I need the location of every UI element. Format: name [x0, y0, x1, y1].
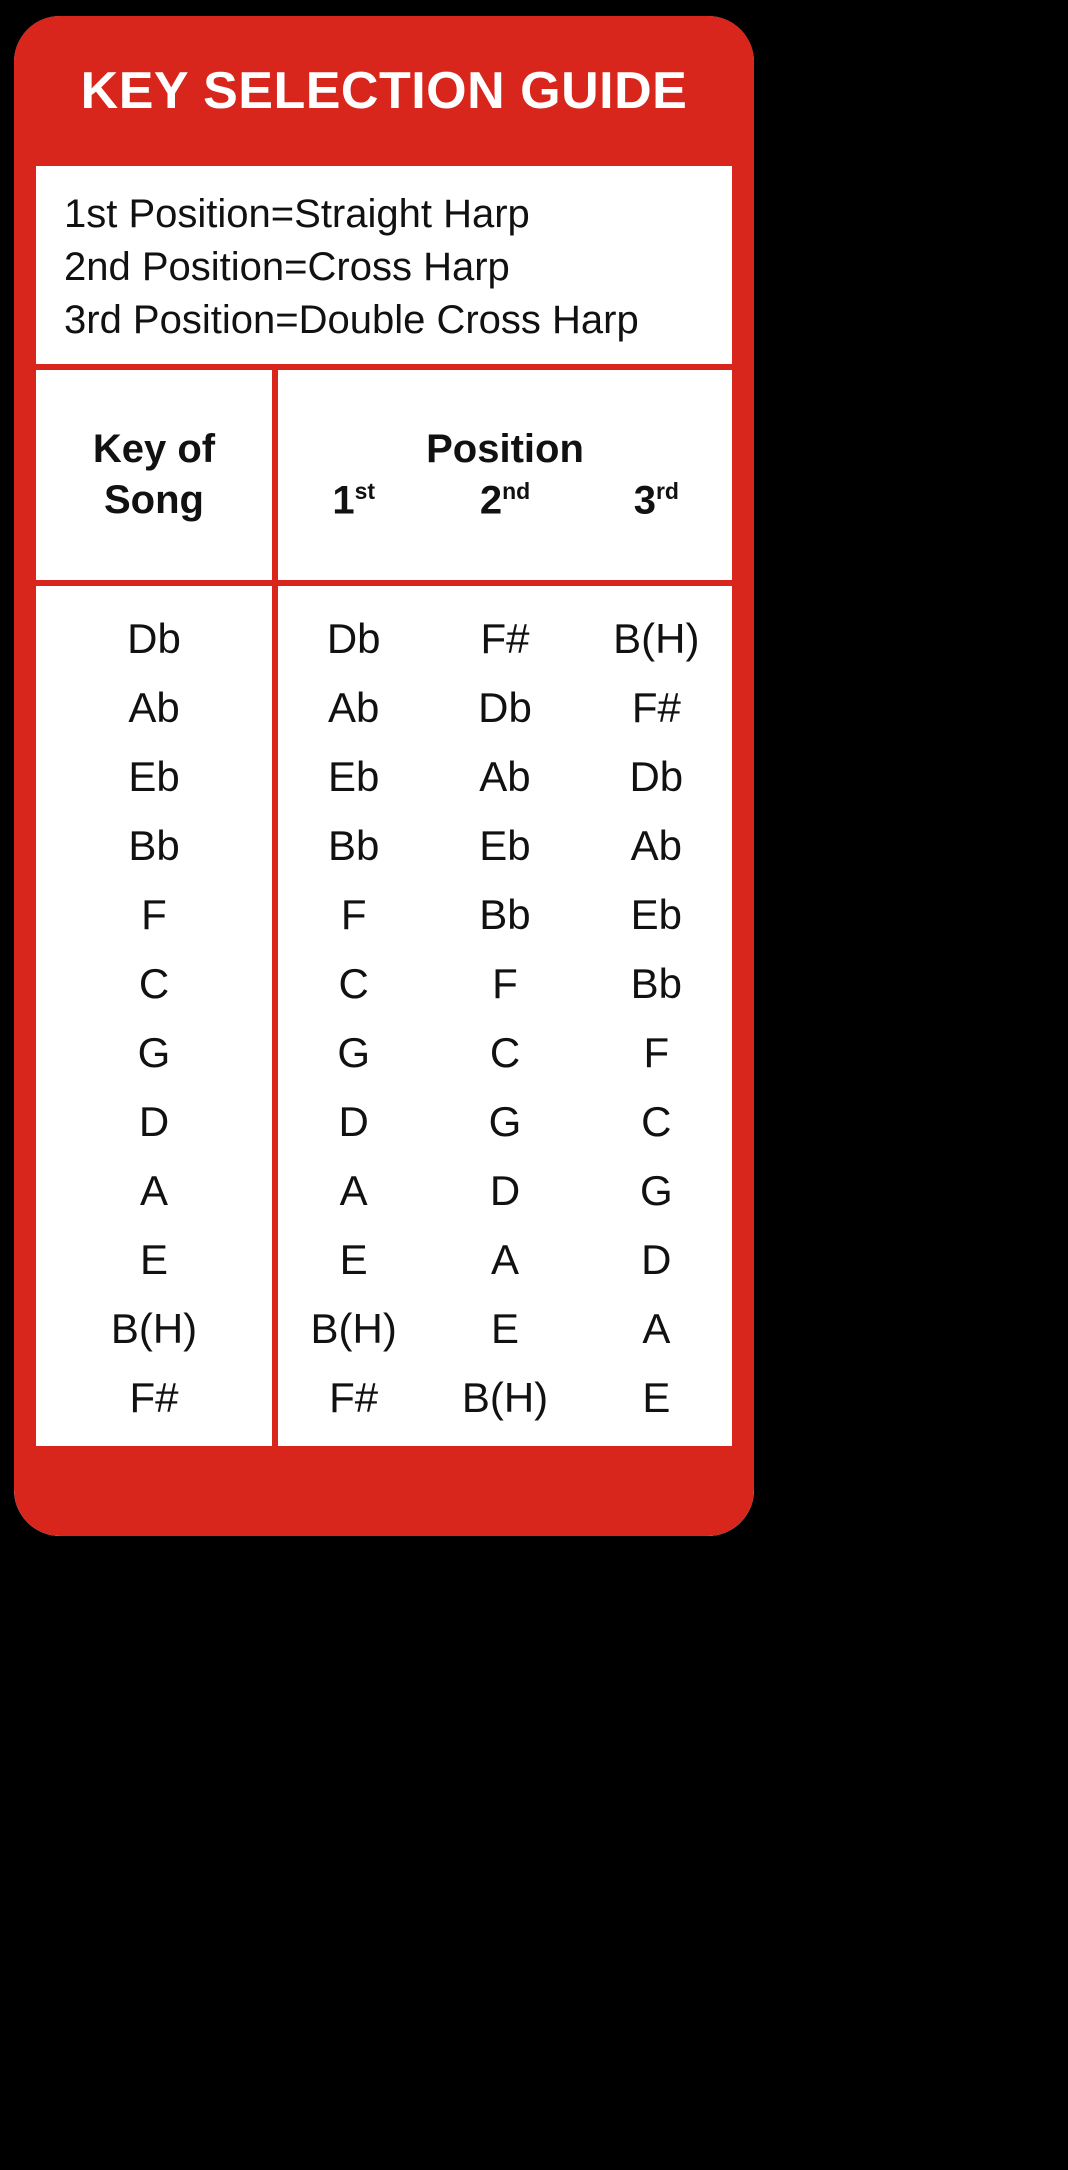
table-body: [36, 586, 732, 1446]
table-cell: Eb: [479, 822, 531, 870]
header-position-2: [429, 478, 580, 523]
table-cell: Bb: [327, 822, 380, 870]
header-position-2-num: 2: [479, 478, 503, 523]
table-cell: B(H): [461, 1374, 549, 1422]
table-cell: Db: [326, 615, 381, 663]
table-row: Ab: [128, 684, 180, 732]
table-cell: Eb: [630, 891, 682, 939]
table-cell: Bb: [479, 891, 531, 939]
table-cell: F: [492, 960, 518, 1008]
table-row: Eb: [128, 753, 180, 801]
legend-panel: [36, 166, 732, 364]
table-row: F: [141, 891, 167, 939]
table-cell: F#: [631, 684, 681, 732]
column-position-2: [429, 604, 580, 1446]
header-key-of-song: [36, 370, 278, 580]
table-cell: A: [490, 1236, 519, 1284]
table-cell: A: [642, 1305, 671, 1353]
header-position-1-ord: st: [354, 478, 376, 505]
table-cell: Db: [629, 753, 684, 801]
table-row: E: [139, 1236, 168, 1284]
header-position-3: [581, 478, 732, 523]
column-key-of-song: [36, 586, 278, 1446]
header-position-1: [278, 478, 429, 523]
header-key-line1: Key of: [92, 427, 216, 472]
table-row: D: [138, 1098, 170, 1146]
table-cell: C: [641, 1098, 672, 1146]
columns-positions: [278, 586, 732, 1446]
header-position-3-ord: rd: [655, 478, 679, 505]
table-header-row: [36, 370, 732, 580]
table-cell: B(H): [310, 1305, 397, 1353]
table-cell: B(H): [613, 615, 700, 663]
column-position-1: [278, 604, 429, 1446]
table-cell: Eb: [327, 753, 380, 801]
header-position-group: [278, 370, 732, 580]
table-row: G: [137, 1029, 171, 1077]
table-row: C: [138, 960, 170, 1008]
legend-line-2: 2nd Position=Cross Harp: [64, 244, 510, 289]
table-cell: Ab: [479, 753, 531, 801]
table-cell: G: [639, 1167, 673, 1215]
table-row: A: [139, 1167, 168, 1215]
table-cell: Ab: [630, 822, 682, 870]
table-cell: D: [641, 1236, 672, 1284]
legend-line-3: 3rd Position=Double Cross Harp: [64, 297, 639, 342]
legend-line-1: 1st Position=Straight Harp: [64, 192, 530, 236]
column-position-3: [581, 604, 732, 1446]
table-cell: F#: [480, 615, 530, 663]
table-row: Db: [127, 615, 181, 663]
header-position-columns: [278, 478, 732, 523]
table-cell: D: [489, 1167, 521, 1215]
table-cell: G: [488, 1098, 522, 1146]
title-bar: [14, 16, 754, 166]
table-cell: A: [339, 1167, 368, 1215]
table-cell: G: [337, 1029, 370, 1077]
table-cell: C: [489, 1029, 521, 1077]
header-position-title: Position: [426, 427, 584, 472]
page-title: KEY SELECTION GUIDE: [80, 62, 688, 120]
header-position-2-ord: nd: [502, 478, 531, 505]
table-cell: Bb: [630, 960, 682, 1008]
table-cell: D: [338, 1098, 369, 1146]
table-row: F#: [129, 1374, 179, 1422]
header-position-3-num: 3: [633, 478, 656, 523]
table-cell: E: [339, 1236, 368, 1284]
table-cell: F#: [329, 1374, 379, 1422]
header-key-line2: Song: [104, 478, 204, 523]
key-selection-guide-card: [14, 16, 754, 1536]
table-cell: E: [642, 1374, 671, 1422]
table-cell: E: [490, 1305, 519, 1353]
table-cell: C: [338, 960, 369, 1008]
table-cell: Ab: [327, 684, 380, 732]
table-cell: Db: [478, 684, 532, 732]
table-row: B(H): [110, 1305, 198, 1353]
table-cell: F: [643, 1029, 670, 1077]
card-inner: [14, 16, 754, 1536]
table-row: Bb: [128, 822, 180, 870]
table-cell: F: [340, 891, 367, 939]
header-position-1-num: 1: [332, 478, 355, 523]
